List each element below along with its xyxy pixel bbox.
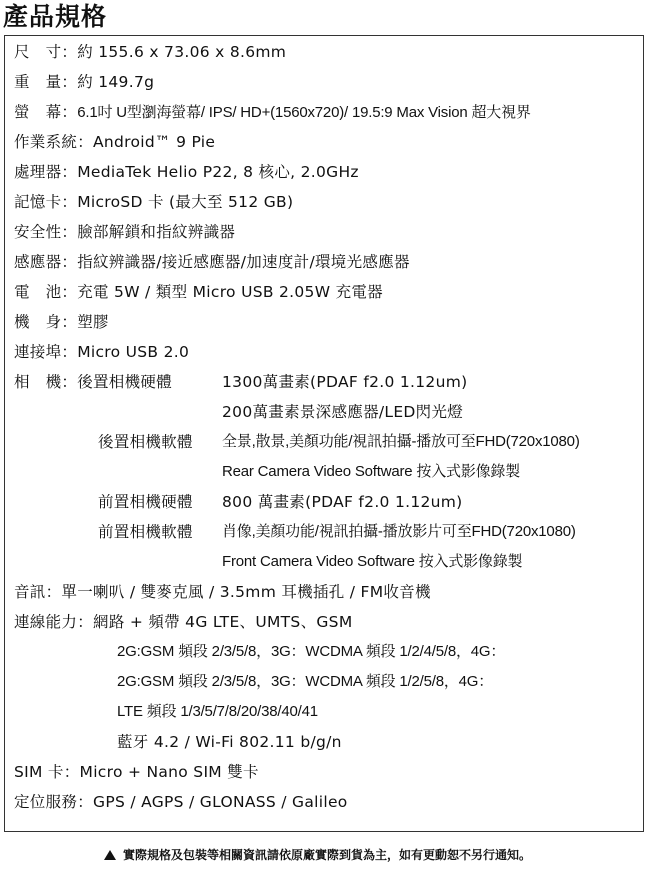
spec-label: 感應器： xyxy=(14,253,78,271)
spec-row-port xyxy=(14,342,189,362)
spec-value: 6.1吋 U型瀏海螢幕/ IPS/ HD+(1560x720)/ 19.5:9 Max Vision 超大視界 xyxy=(77,104,531,121)
spec-row-security xyxy=(14,222,235,242)
warning-triangle-icon xyxy=(104,850,116,860)
camera-rear-sw-label: 後置相機軟體 xyxy=(98,433,193,451)
spec-value: 約 155.6 x 73.06 x 8.6mm xyxy=(77,43,287,61)
spec-label: 記憶卡： xyxy=(14,193,78,211)
spec-row-location xyxy=(14,792,348,812)
spec-value: Micro + Nano SIM 雙卡 xyxy=(79,763,259,781)
network-line-3: 2G:GSM 頻段 2/3/5/8，3G：WCDMA 頻段 1/2/5/8，4G： xyxy=(117,673,494,690)
spec-row-camera xyxy=(14,372,172,392)
spec-row-audio xyxy=(14,582,431,602)
camera-rear-sw-line-2: Rear Camera Video Software 按入式影像錄製 xyxy=(222,463,521,480)
spec-row-body xyxy=(14,312,109,332)
page-title: 產品規格 xyxy=(3,2,108,31)
spec-row-size xyxy=(14,42,286,62)
spec-row-screen xyxy=(14,102,531,123)
spec-label: 電 池： xyxy=(14,283,78,301)
spec-value: 充電 5W / 類型 Micro USB 2.05W 充電器 xyxy=(77,283,383,301)
camera-rear-hw-line-2: 200萬畫素景深感應器/LED閃光燈 xyxy=(222,403,464,421)
spec-value: 指紋辨識器/接近感應器/加速度計/環境光感應器 xyxy=(77,253,410,271)
camera-front-hw-label: 前置相機硬體 xyxy=(98,493,193,511)
network-line-4: LTE 頻段 1/3/5/7/8/20/38/40/41 xyxy=(117,703,318,720)
footer-text: 實際規格及包裝等相關資訊請依原廠實際到貨為主，如有更動恕不另行通知。 xyxy=(123,848,532,862)
spec-label: 音訊： xyxy=(14,583,62,601)
spec-label: 安全性： xyxy=(14,223,78,241)
spec-label: SIM 卡： xyxy=(14,763,80,781)
spec-row-cpu xyxy=(14,162,359,182)
spec-value: 約 149.7g xyxy=(77,73,155,91)
camera-rear-hw-line-1: 1300萬畫素(PDAF f2.0 1.12um) xyxy=(222,373,468,391)
spec-value: 網路 + 頻帶 4G LTE、UMTS、GSM xyxy=(93,613,353,631)
spec-value: MicroSD 卡 (最大至 512 GB) xyxy=(77,193,294,211)
spec-row-weight xyxy=(14,72,154,92)
spec-value: 單一喇叭 / 雙麥克風 / 3.5mm 耳機插孔 / FM收音機 xyxy=(61,583,431,601)
camera-front-sw-line-1: 肖像,美顏功能/視訊拍攝-播放影片可至FHD(720x1080) xyxy=(222,523,576,540)
spec-row-os xyxy=(14,132,215,152)
spec-row-battery xyxy=(14,282,383,302)
spec-label: 連線能力： xyxy=(14,613,94,631)
spec-label: 機 身： xyxy=(14,313,78,331)
network-line-5: 藍牙 4.2 / Wi-Fi 802.11 b/g/n xyxy=(117,733,342,751)
spec-label: 相 機： xyxy=(14,373,78,391)
spec-row-sim xyxy=(14,762,259,782)
spec-value: 塑膠 xyxy=(77,313,109,331)
spec-value: Android™ 9 Pie xyxy=(93,133,216,151)
spec-row-network xyxy=(14,612,353,632)
spec-label: 螢 幕： xyxy=(14,103,78,121)
network-line-2: 2G:GSM 頻段 2/3/5/8，3G：WCDMA 頻段 1/2/4/5/8，4G： xyxy=(117,643,506,660)
spec-row-memory-card xyxy=(14,192,293,212)
spec-label: 作業系統： xyxy=(14,133,94,151)
spec-label: 重 量： xyxy=(14,73,78,91)
spec-value: 臉部解鎖和指紋辨識器 xyxy=(77,223,236,241)
spec-label: 尺 寸： xyxy=(14,43,78,61)
camera-rear-sw-line-1: 全景,散景,美顏功能/視訊拍攝-播放可至FHD(720x1080) xyxy=(222,433,580,450)
spec-row-sensors xyxy=(14,252,410,272)
spec-value: Micro USB 2.0 xyxy=(77,343,190,361)
spec-label: 定位服務： xyxy=(14,793,94,811)
spec-value: GPS / AGPS / GLONASS / Galileo xyxy=(93,793,348,811)
spec-value: MediaTek Helio P22, 8 核心, 2.0GHz xyxy=(77,163,359,181)
camera-front-hw-line-1: 800 萬畫素(PDAF f2.0 1.12um) xyxy=(222,493,463,511)
spec-label: 處理器： xyxy=(14,163,78,181)
camera-front-sw-line-2: Front Camera Video Software 按入式影像錄製 xyxy=(222,553,523,570)
camera-rear-hw-label: 後置相機硬體 xyxy=(77,373,173,391)
spec-label: 連接埠： xyxy=(14,343,78,361)
camera-front-sw-label: 前置相機軟體 xyxy=(98,523,193,541)
footer-notice xyxy=(104,847,531,863)
